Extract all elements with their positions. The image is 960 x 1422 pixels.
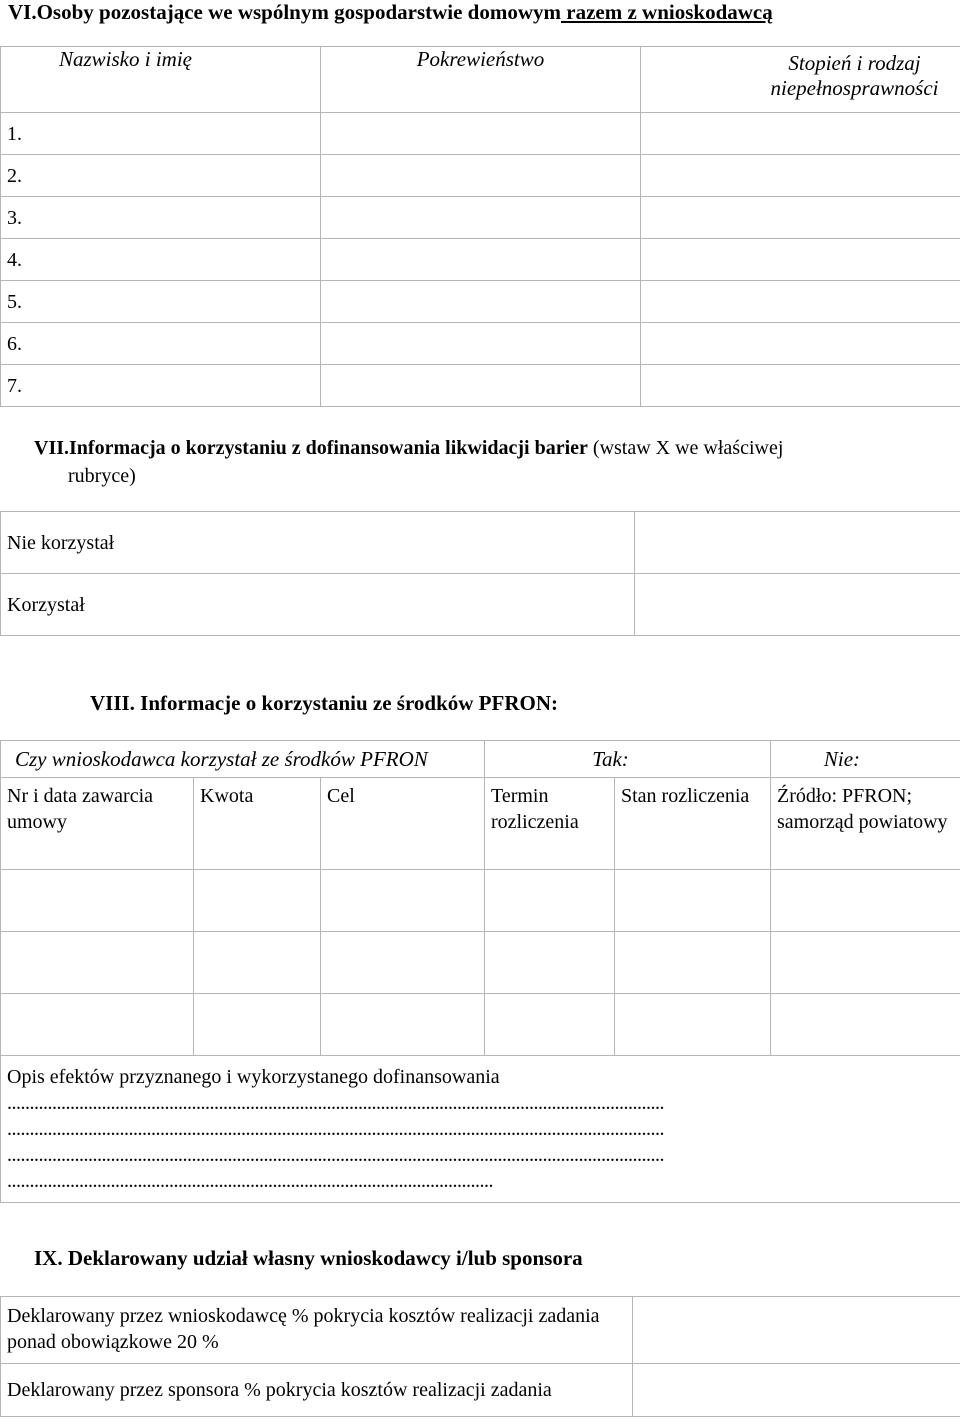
applicant-share-value[interactable] [633, 1297, 960, 1364]
relation-cell[interactable] [321, 197, 641, 239]
table-cell[interactable] [1, 994, 194, 1056]
table-cell[interactable] [771, 994, 960, 1056]
section-vii-title: VII.Informacja o korzystaniu z dofinansowania likwidacji barier [34, 437, 588, 459]
table-cell[interactable] [194, 994, 321, 1056]
table-cell[interactable] [321, 994, 485, 1056]
household-members-table [0, 46, 960, 407]
table-cell[interactable] [485, 932, 615, 994]
table-cell[interactable] [321, 932, 485, 994]
table-row [1, 1364, 960, 1417]
option-mark-cell[interactable] [635, 512, 960, 574]
section-vi-number: VI. [8, 0, 37, 24]
opis-dots-line: .................................................................................................................................................. [7, 1092, 664, 1114]
disability-cell[interactable] [641, 281, 960, 323]
section-vi-title-underlined: razem z wnioskodawcą [561, 0, 773, 24]
table-row [1, 155, 960, 197]
pfron-usage-table [0, 740, 960, 1203]
table-row [1, 994, 960, 1056]
pfron-no-cell[interactable]: Nie: [771, 741, 960, 778]
section-vi-title: Osoby pozostające we wspólnym gospodarstwie domowym [36, 0, 562, 24]
header-cell-status: Stan rozliczenia [615, 778, 771, 870]
table-cell[interactable] [1, 932, 194, 994]
section-viii-heading: VIII. Informacje o korzystaniu ze środków PFRON: [90, 691, 558, 715]
header-cell-purpose: Cel [321, 778, 485, 870]
header-cell-amount: Kwota [194, 778, 321, 870]
pfron-question: Czy wnioskodawca korzystał ze środków PFRON [1, 741, 485, 778]
row-number: 2. [1, 155, 321, 197]
header-cell-name: Nazwisko i imię [1, 47, 321, 113]
pfron-yes-cell[interactable]: Tak: [485, 741, 771, 778]
opis-effects-cell[interactable] [1, 1056, 960, 1203]
table-cell[interactable] [194, 932, 321, 994]
barrier-funding-table [0, 511, 960, 636]
table-cell[interactable] [771, 932, 960, 994]
opis-dots-line: .................................................................................................................................................. [7, 1118, 664, 1140]
table-cell[interactable] [615, 870, 771, 932]
option-label-not-used: Nie korzystał [1, 512, 635, 574]
relation-cell[interactable] [321, 239, 641, 281]
relation-cell[interactable] [321, 281, 641, 323]
header-cell-relation: Pokrewieństwo [321, 47, 641, 113]
table-row [1, 365, 960, 407]
relation-cell[interactable] [321, 113, 641, 155]
table-cell[interactable] [321, 870, 485, 932]
disability-cell[interactable] [641, 239, 960, 281]
table-cell[interactable] [1, 870, 194, 932]
relation-cell[interactable] [321, 365, 641, 407]
table-cell[interactable] [485, 870, 615, 932]
row-number: 5. [1, 281, 321, 323]
opis-dots-line: ............................................................................................................ [7, 1170, 493, 1192]
table-cell[interactable] [615, 932, 771, 994]
table-row [1, 1297, 960, 1364]
row-number: 4. [1, 239, 321, 281]
table-row [1, 281, 960, 323]
header-cell-source: Źródło: PFRON; samorząd powiatowy [771, 778, 960, 870]
applicant-share-label: Deklarowany przez wnioskodawcę % pokrycia kosztów realizacji zadania ponad obowiązkowe 20 % [1, 1297, 633, 1364]
option-label-used: Korzystał [1, 574, 635, 636]
section-vii-instruction-line2: rubryce) [68, 465, 136, 487]
section-vii-instruction: (wstaw X we właściwej [587, 437, 784, 459]
table-row [1, 512, 960, 574]
row-number: 3. [1, 197, 321, 239]
opis-row [1, 1056, 960, 1203]
table-row [1, 932, 960, 994]
question-row [1, 741, 960, 778]
table-header-row [1, 778, 960, 870]
disability-cell[interactable] [641, 323, 960, 365]
opis-label: Opis efektów przyznanego i wykorzystanego dofinansowania [7, 1066, 500, 1088]
header-cell-deadline: Termin rozliczenia [485, 778, 615, 870]
table-row [1, 870, 960, 932]
table-cell[interactable] [194, 870, 321, 932]
opis-dots-line: .................................................................................................................................................. [7, 1144, 664, 1166]
section-vi-heading [8, 0, 773, 24]
table-row [1, 574, 960, 636]
disability-cell[interactable] [641, 113, 960, 155]
table-cell[interactable] [615, 994, 771, 1056]
table-cell[interactable] [771, 870, 960, 932]
sponsor-share-value[interactable] [633, 1364, 960, 1417]
table-row [1, 113, 960, 155]
own-contribution-table [0, 1296, 960, 1417]
row-number: 6. [1, 323, 321, 365]
row-number: 7. [1, 365, 321, 407]
table-cell[interactable] [485, 994, 615, 1056]
sponsor-share-label: Deklarowany przez sponsora % pokrycia kosztów realizacji zadania [1, 1364, 633, 1417]
section-vii-heading [34, 434, 934, 490]
relation-cell[interactable] [321, 323, 641, 365]
table-header-row [1, 47, 960, 113]
disability-cell[interactable] [641, 197, 960, 239]
table-row [1, 323, 960, 365]
table-row [1, 239, 960, 281]
row-number: 1. [1, 113, 321, 155]
disability-cell[interactable] [641, 155, 960, 197]
header-cell-contract: Nr i data zawarcia umowy [1, 778, 194, 870]
section-ix-heading: IX. Deklarowany udział własny wnioskodawcy i/lub sponsora [34, 1246, 583, 1270]
relation-cell[interactable] [321, 155, 641, 197]
option-mark-cell[interactable] [635, 574, 960, 636]
disability-cell[interactable] [641, 365, 960, 407]
header-cell-disability: Stopień i rodzaj niepełnosprawności [641, 47, 960, 113]
table-row [1, 197, 960, 239]
